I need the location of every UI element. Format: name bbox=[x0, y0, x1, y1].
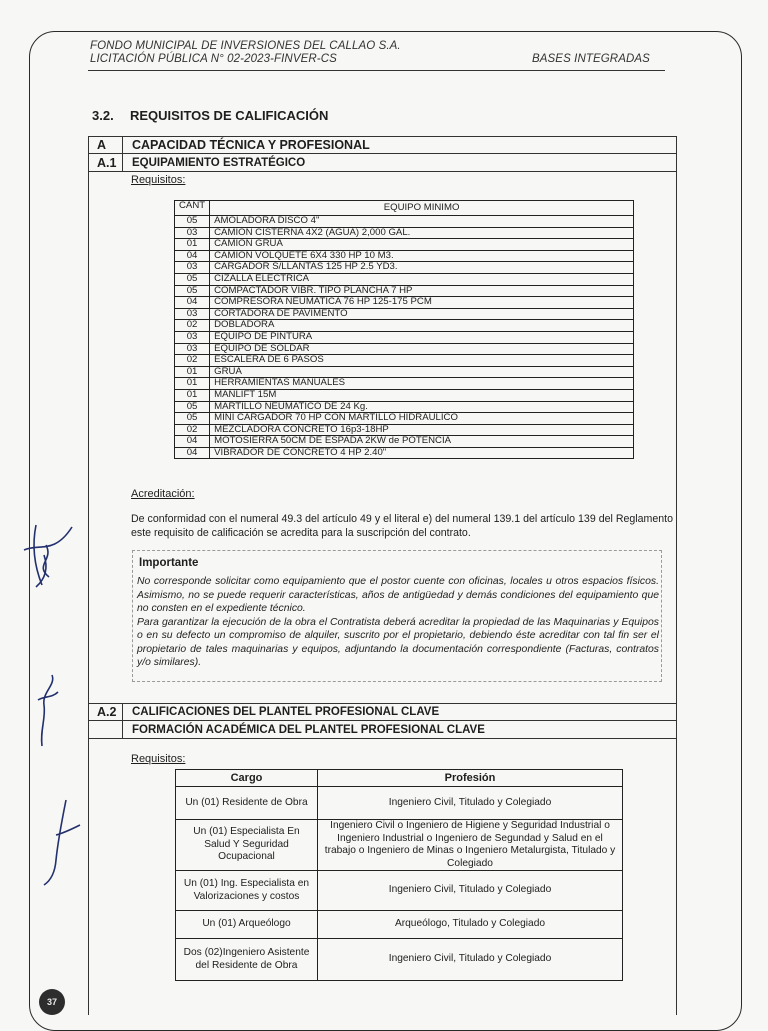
block-a2-empty-code bbox=[88, 721, 123, 738]
equipment-qty: 04 bbox=[175, 447, 210, 459]
equipment-row bbox=[175, 331, 634, 343]
equipment-name: CAMION CISTERNA 4X2 (AGUA) 2,000 GAL. bbox=[210, 227, 634, 239]
requisitos-label: Requisitos: bbox=[131, 174, 186, 186]
important-body bbox=[137, 575, 659, 670]
staff-row bbox=[176, 939, 623, 981]
block-a1-title: EQUIPAMIENTO ESTRATÉGICO bbox=[132, 156, 306, 169]
equipment-name: DOBLADORA bbox=[210, 320, 634, 332]
equipment-qty: 05 bbox=[175, 401, 210, 413]
equipment-row bbox=[175, 389, 634, 401]
staff-cargo: Un (01) Arqueólogo bbox=[176, 911, 318, 939]
signature-mark-1 bbox=[14, 515, 84, 595]
equipment-row bbox=[175, 285, 634, 297]
equipment-name: CORTADORA DE PAVIMENTO bbox=[210, 308, 634, 320]
equipment-name: CIZALLA ELECTRICA bbox=[210, 273, 634, 285]
equipment-qty: 03 bbox=[175, 227, 210, 239]
equipment-name: MARTILLO NEUMATICO DE 24 Kg. bbox=[210, 401, 634, 413]
staff-table-header bbox=[176, 770, 623, 787]
section-number: 3.2. bbox=[92, 108, 114, 123]
equipment-name: MEZCLADORA CONCRETO 16p3-18HP bbox=[210, 424, 634, 436]
equipment-name: ESCALERA DE 6 PASOS bbox=[210, 355, 634, 367]
equipment-qty: 02 bbox=[175, 355, 210, 367]
staff-row bbox=[176, 787, 623, 820]
staff-profesion: Ingeniero Civil, Titulado y Colegiado bbox=[318, 939, 623, 981]
block-a2-title: CALIFICACIONES DEL PLANTEL PROFESIONAL CLAVE bbox=[132, 706, 440, 718]
staff-cargo: Dos (02)Ingeniero Asistente del Residente de Obra bbox=[176, 939, 318, 981]
equipment-row bbox=[175, 436, 634, 448]
acreditacion-text: De conformidad con el numeral 49.3 del artículo 49 y el literal e) del numeral 139.1 del artículo 139 del Reglamento este requisito de calificación se acredita para la suscripción del contrato. bbox=[131, 513, 673, 539]
important-title: Importante bbox=[139, 557, 199, 569]
important-note-box bbox=[132, 550, 662, 682]
equipment-qty: 04 bbox=[175, 250, 210, 262]
header-org: FONDO MUNICIPAL DE INVERSIONES DEL CALLAO S.A. bbox=[90, 40, 401, 52]
equipment-name: CARGADOR S/LLANTAS 125 HP 2.5 YD3. bbox=[210, 262, 634, 274]
section-heading bbox=[92, 108, 328, 123]
equipment-row bbox=[175, 320, 634, 332]
equipment-qty: 02 bbox=[175, 320, 210, 332]
header-divider bbox=[88, 70, 665, 71]
equipment-name: COMPACTADOR VIBR. TIPO PLANCHA 7 HP bbox=[210, 285, 634, 297]
block-a-header bbox=[88, 136, 677, 154]
equipment-row bbox=[175, 273, 634, 285]
staff-cargo: Un (01) Ing. Especialista en Valorizaciones y costos bbox=[176, 871, 318, 911]
staff-profesion: Ingeniero Civil, Titulado y Colegiado bbox=[318, 871, 623, 911]
equipment-qty: 05 bbox=[175, 285, 210, 297]
equipment-qty: 03 bbox=[175, 343, 210, 355]
staff-cargo: Un (01) Residente de Obra bbox=[176, 787, 318, 820]
signature-mark-2 bbox=[30, 670, 70, 750]
equipment-name: HERRAMIENTAS MANUALES bbox=[210, 378, 634, 390]
equipment-table-header bbox=[175, 201, 634, 216]
equipment-qty: 05 bbox=[175, 216, 210, 228]
equipment-qty: 03 bbox=[175, 262, 210, 274]
header-licitacion: LICITACIÓN PÚBLICA N° 02-2023-FINVER-CS bbox=[90, 53, 337, 65]
equipment-name: AMOLADORA DISCO 4" bbox=[210, 216, 634, 228]
block-a1-code: A.1 bbox=[88, 154, 123, 171]
signature-mark-3 bbox=[36, 795, 86, 890]
equipment-row bbox=[175, 424, 634, 436]
staff-table bbox=[175, 769, 623, 981]
equipment-name: EQUIPO DE PINTURA bbox=[210, 331, 634, 343]
equipment-row bbox=[175, 308, 634, 320]
equipment-row bbox=[175, 378, 634, 390]
equipment-name: MANLIFT 15M bbox=[210, 389, 634, 401]
block-a2-code: A.2 bbox=[88, 704, 123, 720]
equipment-qty: 05 bbox=[175, 273, 210, 285]
equipment-row bbox=[175, 366, 634, 378]
equipment-qty: 01 bbox=[175, 239, 210, 251]
equipment-name: CAMION VOLQUETE 6X4 330 HP 10 M3. bbox=[210, 250, 634, 262]
equipment-qty: 05 bbox=[175, 413, 210, 425]
equipment-qty: 01 bbox=[175, 389, 210, 401]
equipment-row bbox=[175, 262, 634, 274]
staff-profesion: Arqueólogo, Titulado y Colegiado bbox=[318, 911, 623, 939]
section-title: REQUISITOS DE CALIFICACIÓN bbox=[130, 108, 329, 123]
header-doc-type: BASES INTEGRADAS bbox=[532, 53, 650, 65]
equipment-qty: 03 bbox=[175, 331, 210, 343]
equipment-name: CAMION GRUA bbox=[210, 239, 634, 251]
equipment-name: VIBRADOR DE CONCRETO 4 HP 2.40" bbox=[210, 447, 634, 459]
block-a2-subheader bbox=[88, 721, 677, 739]
staff-cargo: Un (01) Especialista En Salud Y Seguridad Ocupacional bbox=[176, 820, 318, 871]
equipment-row bbox=[175, 239, 634, 251]
equipment-qty: 03 bbox=[175, 308, 210, 320]
important-paragraph-2: Para garantizar la ejecución de la obra el Contratista deberá acreditar la propiedad de las Maquinarias y Equipos o en su defecto un compromiso de alquiler, suscrito por el propietario, debiendo éste acreditar con tal fin ser el propietario de tales maquinarias y equipos, adjuntando la documentación correspondiente (Facturas, contratos y/o similares). bbox=[137, 616, 659, 668]
block-a-title: CAPACIDAD TÉCNICA Y PROFESIONAL bbox=[132, 138, 370, 152]
page-number: 37 bbox=[46, 997, 57, 1007]
equipment-qty-header: CANT bbox=[175, 201, 210, 216]
equipment-name: MOTOSIERRA 50CM DE ESPADA 2KW de POTENCIA bbox=[210, 436, 634, 448]
staff-profesion: Ingeniero Civil o Ingeniero de Higiene y Seguridad Industrial o Ingeniero Industrial o Ingeniero de Segundad y Salud en el trabajo o Ingeniero de Minas o Ingeniero Metalurgista, Titulado y Colegiado bbox=[318, 820, 623, 871]
staff-row bbox=[176, 871, 623, 911]
equipment-qty: 04 bbox=[175, 297, 210, 309]
block-a2-header bbox=[88, 703, 677, 721]
equipment-name: COMPRESORA NEUMATICA 76 HP 125-175 PCM bbox=[210, 297, 634, 309]
equipment-name: EQUIPO DE SOLDAR bbox=[210, 343, 634, 355]
equipment-qty: 01 bbox=[175, 378, 210, 390]
block-a1-header bbox=[88, 154, 677, 172]
staff-row bbox=[176, 911, 623, 939]
page-number-badge bbox=[39, 989, 65, 1015]
equipment-name-header: EQUIPO MINIMO bbox=[210, 201, 634, 216]
important-paragraph-1: No corresponde solicitar como equipamiento que el postor cuente con oficinas, locales u otros espacios físicos. Asimismo, no se puede requerir características, años de antigüedad y demás condiciones del equipamiento que no consten en el expediente técnico. bbox=[137, 576, 659, 614]
cargo-header: Cargo bbox=[176, 770, 318, 787]
equipment-row bbox=[175, 297, 634, 309]
equipment-qty: 01 bbox=[175, 366, 210, 378]
block-a-code: A bbox=[88, 137, 123, 153]
block-a2-subtitle: FORMACIÓN ACADÉMICA DEL PLANTEL PROFESIONAL CLAVE bbox=[132, 723, 485, 736]
requisitos-label-2: Requisitos: bbox=[131, 753, 186, 765]
equipment-table bbox=[174, 200, 634, 459]
equipment-name: GRUA bbox=[210, 366, 634, 378]
equipment-row bbox=[175, 355, 634, 367]
acreditacion-label: Acreditación: bbox=[131, 488, 195, 500]
profesion-header: Profesión bbox=[318, 770, 623, 787]
equipment-row bbox=[175, 227, 634, 239]
equipment-name: MINI CARGADOR 70 HP CON MARTILLO HIDRAULICO bbox=[210, 413, 634, 425]
equipment-qty: 02 bbox=[175, 424, 210, 436]
equipment-row bbox=[175, 413, 634, 425]
equipment-row bbox=[175, 250, 634, 262]
equipment-row bbox=[175, 401, 634, 413]
staff-row bbox=[176, 820, 623, 871]
equipment-row bbox=[175, 447, 634, 459]
equipment-row bbox=[175, 216, 634, 228]
equipment-row bbox=[175, 343, 634, 355]
staff-profesion: Ingeniero Civil, Titulado y Colegiado bbox=[318, 787, 623, 820]
equipment-qty: 04 bbox=[175, 436, 210, 448]
